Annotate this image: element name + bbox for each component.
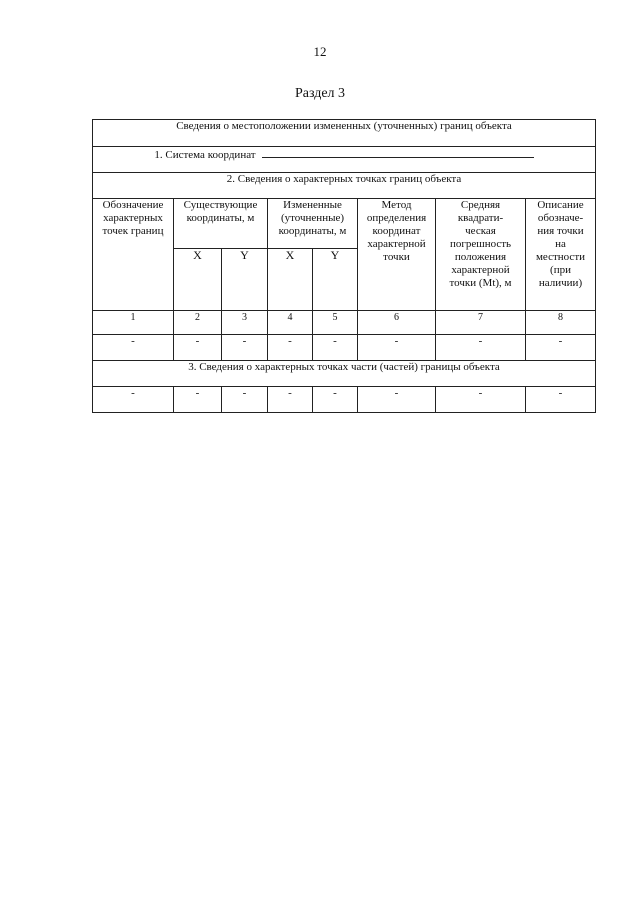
column-number: 7 [436, 311, 526, 335]
coord-system-blank-line [262, 147, 534, 158]
points-title-row [93, 173, 596, 199]
header-changed-coords [268, 199, 358, 249]
header-designation-line: точек границ [102, 225, 164, 237]
table-cell: - [526, 335, 596, 361]
section-title: Раздел 3 [294, 86, 346, 101]
column-number: 6 [358, 311, 436, 335]
header-existing-coords [174, 199, 268, 249]
points-data-row [93, 335, 596, 361]
header-description-line: обозначе- [537, 212, 584, 224]
header-accuracy [436, 199, 526, 311]
table-cell: - [174, 387, 222, 413]
coord-system-row [93, 147, 596, 173]
header-method-line: определения [366, 212, 427, 224]
header-method-line: точки [383, 251, 410, 263]
header-changed-line: Измененные [283, 199, 342, 211]
header-accuracy-line: погрешность [449, 238, 512, 250]
header-existing-line: Существующие [183, 199, 258, 211]
header-description-line: на [555, 238, 566, 250]
header-designation-line: характерных [103, 212, 163, 224]
header-method-line: координат [372, 225, 421, 237]
header-description-line: наличии) [538, 277, 583, 289]
coord-system-cell [93, 147, 596, 173]
column-number: 3 [222, 311, 268, 335]
header-existing-line: координаты, м [186, 212, 255, 224]
boundary-table [92, 119, 596, 413]
column-number: 4 [268, 311, 313, 335]
column-number: 5 [313, 311, 358, 335]
column-number: 1 [93, 311, 174, 335]
page-number: 12 [313, 44, 327, 59]
column-number-row [93, 311, 596, 335]
table-cell: - [436, 387, 526, 413]
table-cell: - [313, 387, 358, 413]
table-cell: - [93, 387, 174, 413]
header-description-line: ния точки [537, 225, 584, 237]
table-cell: - [268, 335, 313, 361]
header-accuracy-line: положения [454, 251, 507, 263]
header-designation [93, 199, 174, 311]
part-title: 3. Сведения о характерных точках части (частей) границы объекта [93, 361, 596, 387]
caption-row [93, 120, 596, 147]
header-accuracy-line: Средняя [460, 199, 501, 211]
table-cell: - [358, 335, 436, 361]
table-cell: - [268, 387, 313, 413]
header-description-line: Описание [537, 199, 584, 211]
table-cell: - [436, 335, 526, 361]
header-changed-x: X [268, 249, 313, 311]
header-method-line: Метод [381, 199, 412, 211]
table-cell: - [174, 335, 222, 361]
header-accuracy-line: точки (Mt), м [449, 277, 512, 289]
part-title-row [93, 361, 596, 387]
header-accuracy-line: характерной [451, 264, 510, 276]
header-existing-x: X [174, 249, 222, 311]
header-changed-line: координаты, м [278, 225, 347, 237]
table-cell: - [222, 335, 268, 361]
coord-system-label: 1. Система координат [154, 149, 256, 161]
header-row-main [93, 199, 596, 249]
header-accuracy-line: квадрати- [457, 212, 504, 224]
header-description-line: (при [550, 264, 571, 276]
header-method-line: характерной [367, 238, 426, 250]
header-changed-line: (уточненные) [280, 212, 345, 224]
header-designation-line: Обозначение [102, 199, 164, 211]
table-cell: - [358, 387, 436, 413]
header-description-line: местности [535, 251, 586, 263]
column-number: 8 [526, 311, 596, 335]
table-cell: - [313, 335, 358, 361]
header-method [358, 199, 436, 311]
table-cell: - [222, 387, 268, 413]
header-existing-y: Y [222, 249, 268, 311]
header-description [526, 199, 596, 311]
table-cell: - [93, 335, 174, 361]
table-caption: Сведения о местоположении измененных (уточненных) границ объекта [93, 120, 596, 147]
column-number: 2 [174, 311, 222, 335]
header-accuracy-line: ческая [465, 225, 496, 237]
part-data-row [93, 387, 596, 413]
points-title: 2. Сведения о характерных точках границ объекта [93, 173, 596, 199]
table-cell: - [526, 387, 596, 413]
header-changed-y: Y [313, 249, 358, 311]
